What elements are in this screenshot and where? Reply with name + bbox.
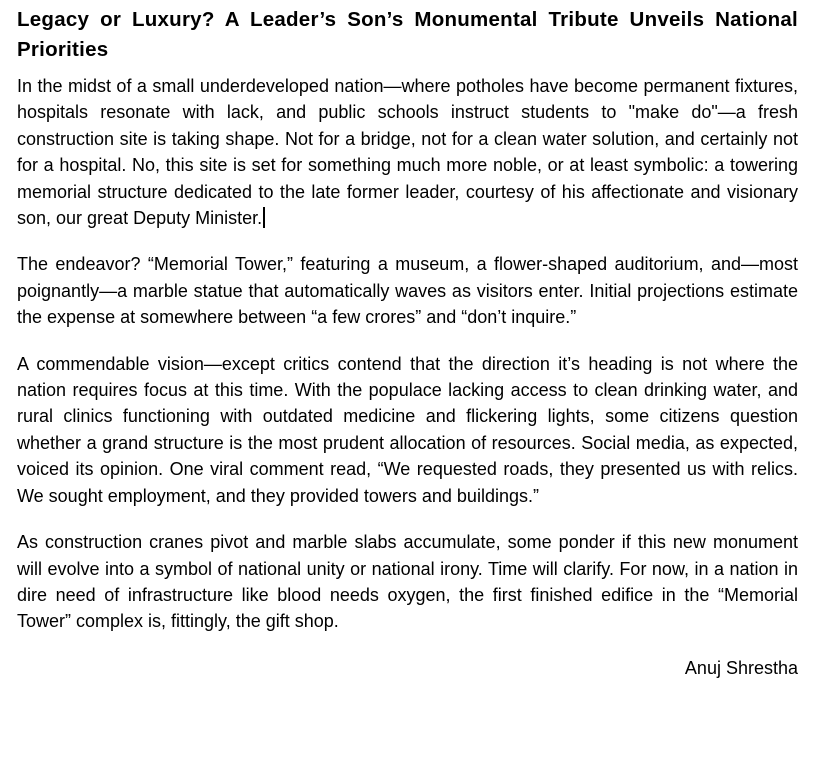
paragraph-1-text: In the midst of a small underdeveloped nation—where potholes have become permanent fixtures, hospitals resonate with lack, and public schools instruct students to "make do"—a fresh construction site is taking shape. Not for a bridge, not for a clean water solution, and certainly not for a hospital. No, this site is set for something much more noble, or at least symbolic: a towering memorial structure dedicated to the late former leader, courtesy of his affectionate and visionary son, our great Deputy Minister.: [17, 76, 798, 229]
document-page: [17, 0, 798, 681]
author-byline: Anuj Shrestha: [684, 657, 798, 678]
article-paragraph-1[interactable]: [17, 73, 798, 231]
text-cursor: [263, 207, 265, 228]
article-paragraph-4[interactable]: As construction cranes pivot and marble slabs accumulate, some ponder if this new monument will evolve into a symbol of national unity or national irony. Time will clarify. For now, in a nation in dire need of infrastructure like blood needs oxygen, the first finished edifice in the “Memorial Tower” complex is, fittingly, the gift shop.: [17, 532, 798, 632]
article-paragraph-3[interactable]: A commendable vision—except critics contend that the direction it’s heading is not where the nation requires focus at this time. With the populace lacking access to clean drinking water, and rural clinics functioning with outdated medicine and flickering lights, some citizens question whether a grand structure is the most prudent allocation of resources. Social media, as expected, voiced its opinion. One viral comment read, “We requested roads, they presented us with relics. We sought employment, and they provided towers and buildings.”: [17, 353, 798, 506]
article-title: Legacy or Luxury? A Leader’s Son’s Monumental Tribute Unveils National Priorities: [17, 8, 798, 61]
article-paragraph-2[interactable]: The endeavor? “Memorial Tower,” featuring a museum, a flower-shaped auditorium, and—most poignantly—a marble statue that automatically waves as visitors enter. Initial projections estimate the expense at somewhere between “a few crores” and “don’t inquire.”: [17, 254, 798, 328]
